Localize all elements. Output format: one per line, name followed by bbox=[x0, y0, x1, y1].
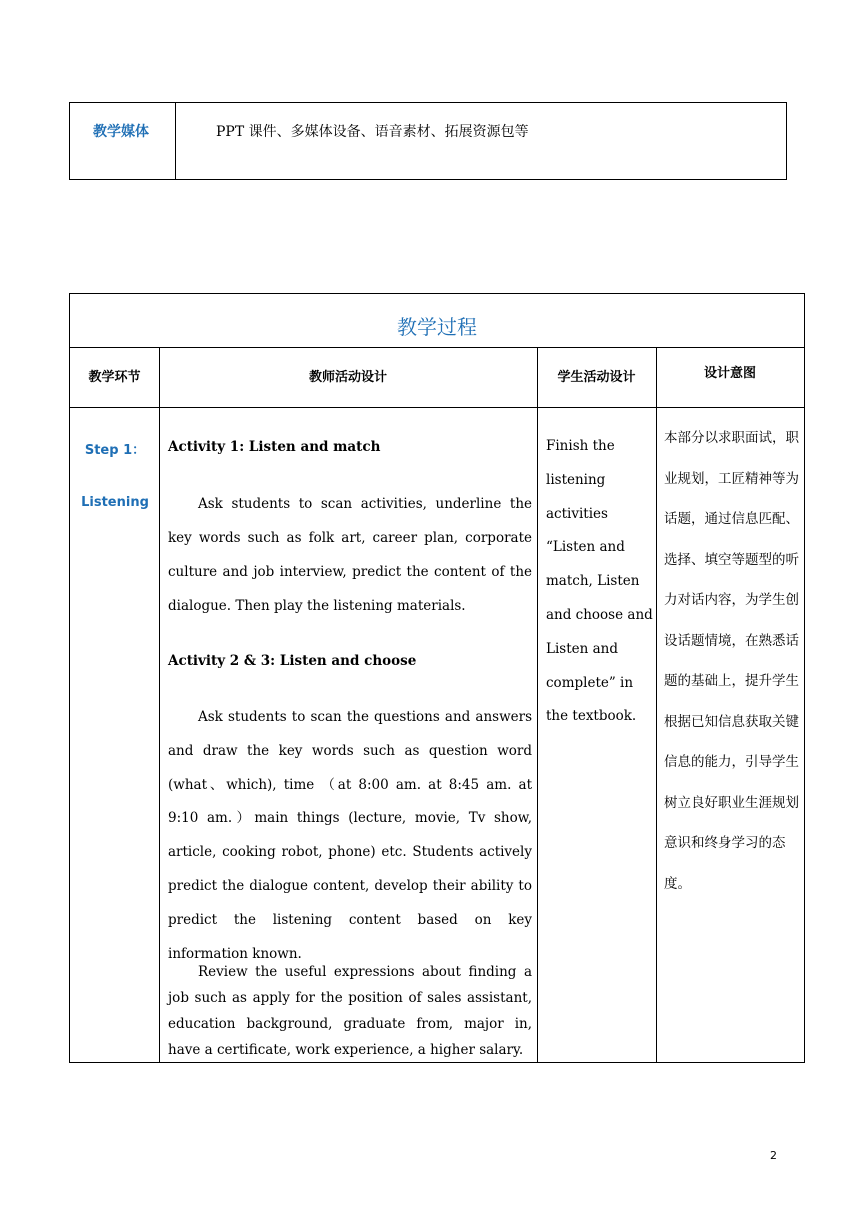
activity23-text: Ask students to scan the questions and answers and draw the key words such as question word (what、which), time （at 8:00 am. at 8:45 am. at 9:10 am.）main things (lecture, movie, Tv show, article, cooking robot, phone) etc. Students actively predict the dialogue content, develop their ability to predict the listening content based on key information known. bbox=[168, 709, 532, 962]
header-student-activity: 学生活动设计 bbox=[557, 370, 636, 385]
teaching-media-label: 教学媒体 bbox=[70, 103, 176, 179]
student-activity-cell: Finish the listening activities “Listen and match, Listen and choose and Listen and complete” in the textbook. bbox=[546, 438, 653, 725]
activity1-heading: Activity 1: Listen and match bbox=[168, 439, 381, 455]
header-teacher-activity: 教师活动设计 bbox=[308, 370, 387, 385]
activity1-text: Ask students to scan activities, underline the key words such as folk art, career plan, corporate culture and job interview, predict the content of the dialogue. Then play the listening materials. bbox=[168, 496, 532, 614]
review-text: Review the useful expressions about finding a job such as apply for the position of sales assistant, education background, graduate from, major in, have a certificate, work experience, a higher salary. bbox=[168, 964, 532, 1058]
page-number: 2 bbox=[770, 1149, 777, 1162]
column-divider bbox=[656, 348, 657, 1062]
step-name: Listening bbox=[81, 495, 149, 510]
step-number: Step 1： bbox=[84, 443, 146, 458]
design-intent-cell: 本部分以求职面试，职业规划，工匠精神等为话题，通过信息匹配、选择、填空等题型的听力对话内容，为学生创设话题情境，在熟悉话题的基础上，提升学生根据已知信息获取关键信息的能力，引导学生树立良好职业生涯规划意识和终身学习的态度。 bbox=[664, 430, 799, 892]
column-divider bbox=[537, 348, 538, 1062]
teaching-media-value: PPT 课件、多媒体设备、语音素材、拓展资源包等 bbox=[216, 124, 529, 140]
header-teaching-stage: 教学环节 bbox=[88, 370, 141, 385]
teaching-process-table bbox=[69, 293, 805, 1063]
activity23-heading: Activity 2 & 3: Listen and choose bbox=[168, 653, 417, 669]
teaching-media-table bbox=[69, 102, 787, 180]
teaching-process-title: 教学过程 bbox=[70, 294, 804, 348]
header-divider bbox=[70, 407, 804, 408]
header-design-intent: 设计意图 bbox=[703, 366, 756, 381]
